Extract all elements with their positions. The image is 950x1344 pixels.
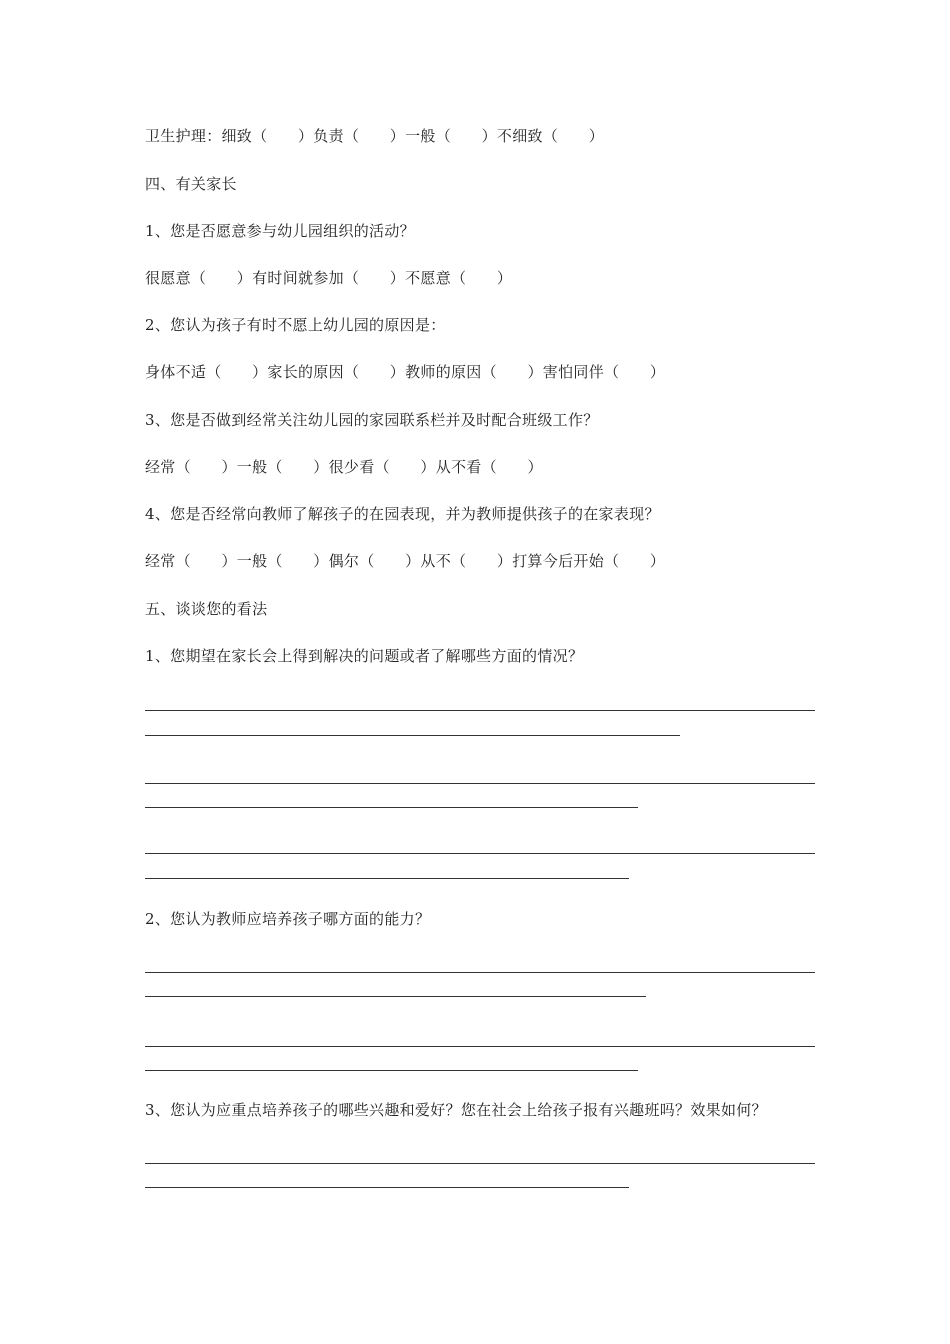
answer-line [145,853,815,854]
question-4-4: 4、您是否经常向教师了解孩子的在园表现，并为教师提供孩子的在家表现？ [145,505,660,523]
question-4-3: 3、您是否做到经常关注幼儿园的家园联系栏并及时配合班级工作？ [145,411,599,429]
question-5-1: 1、您期望在家长会上得到解决的问题或者了解哪些方面的情况？ [145,647,584,665]
answer-line [145,1046,815,1047]
question-4-2: 2、您认为孩子有时不愿上幼儿园的原因是： [145,316,446,334]
question-4-2-options: 身体不适（ ）家长的原因（ ）教师的原因（ ）害怕同伴（ ） [145,363,666,381]
answer-line [145,996,646,997]
question-4-1: 1、您是否愿意参与幼儿园组织的活动？ [145,222,415,240]
question-4-3-options: 经常（ ）一般（ ）很少看（ ）从不看（ ） [145,458,543,476]
question-5-2: 2、您认为教师应培养孩子哪方面的能力？ [145,910,431,928]
hygiene-care-options: 卫生护理：细致（ ）负责（ ）一般（ ）不细致（ ） [145,127,605,145]
answer-line [145,878,629,879]
section-5-heading: 五、谈谈您的看法 [145,600,268,618]
question-4-1-options: 很愿意（ ）有时间就参加（ ）不愿意（ ） [145,269,513,287]
question-4-4-options: 经常（ ）一般（ ）偶尔（ ）从不（ ）打算今后开始（ ） [145,552,666,570]
answer-line [145,783,815,784]
question-5-3: 3、您认为应重点培养孩子的哪些兴趣和爱好？您在社会上给孩子报有兴趣班吗？效果如何？ [145,1101,767,1119]
answer-line [145,807,638,808]
answer-line [145,1070,638,1071]
answer-line [145,1187,629,1188]
answer-line [145,735,680,736]
section-4-heading: 四、有关家长 [145,175,237,193]
answer-line [145,972,815,973]
answer-line [145,710,815,711]
answer-line [145,1163,815,1164]
